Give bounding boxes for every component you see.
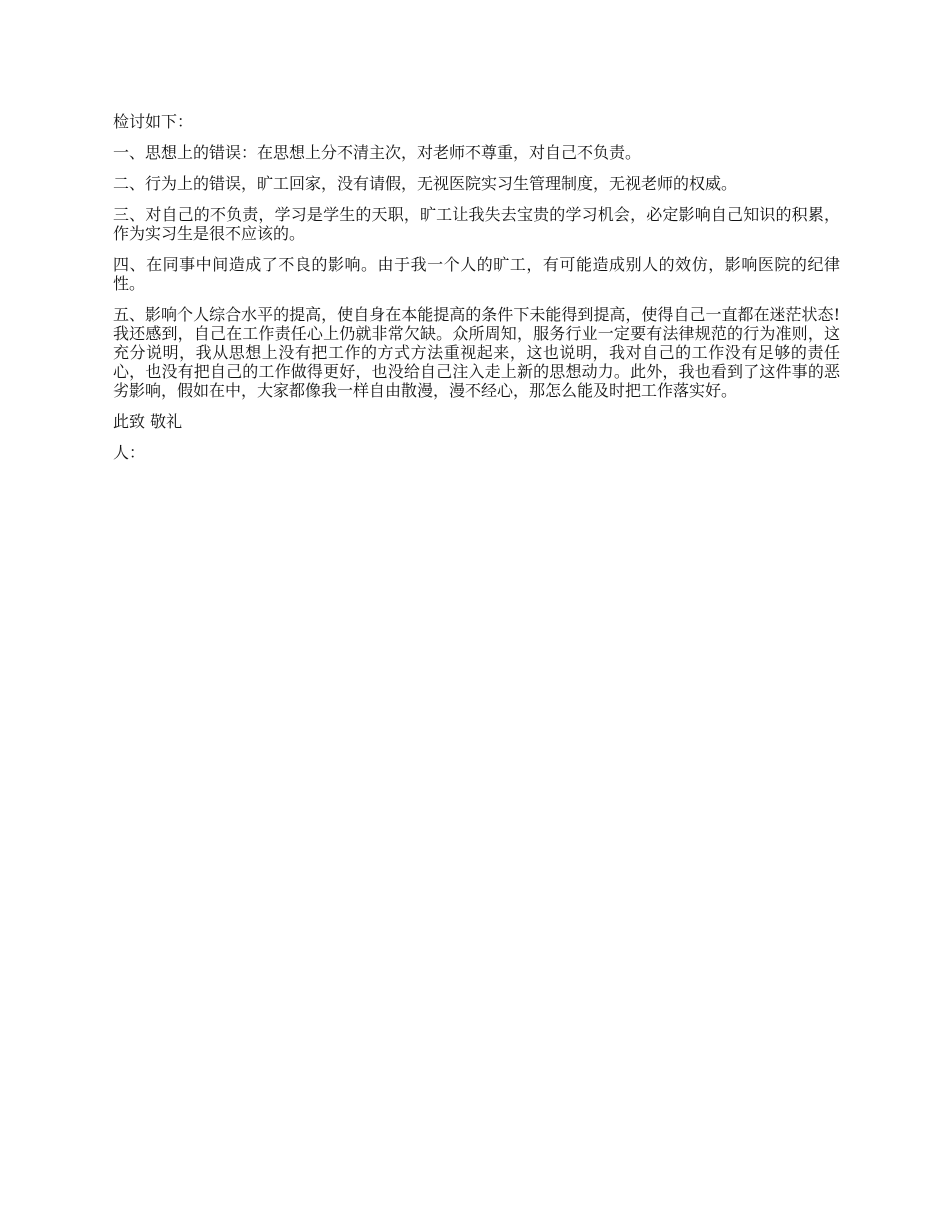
paragraph-point-2: 二、行为上的错误，旷工回家，没有请假，无视医院实习生管理制度，无视老师的权威。 <box>113 174 738 193</box>
paragraph-point-5: 五、影响个人综合水平的提高，使自身在本能提高的条件下未能得到提高，使得自己一直都在迷茫状态!我还感到，自己在工作责任心上仍就非常欠缺。众所周知，服务行业一定要有法律规范的行为准则，这充分说明，我从思想上没有把工作的方式方法重视起来，这也说明，我对自己的工作没有足够的责任心，也没有把自己的工作做得更好，也没给自己注入走上新的思想动力。此外，我也看到了这件事的恶劣影响，假如在中，大家都像我一样自由散漫，漫不经心，那怎么能及时把工作落实好。 <box>113 305 840 400</box>
paragraph-point-1: 一、思想上的错误：在思想上分不清主次，对老师不尊重，对自己不负责。 <box>113 143 642 162</box>
paragraph-point-3: 三、对自己的不负责，学习是学生的天职，旷工让我失去宝贵的学习机会，必定影响自己知识的积累，作为实习生是很不应该的。 <box>113 205 840 243</box>
paragraph-intro: 检讨如下： <box>113 112 194 131</box>
signature-line: 人： <box>113 443 146 462</box>
paragraph-point-4: 四、在同事中间造成了不良的影响。由于我一个人的旷工，有可能造成别人的效仿，影响医院的纪律性。 <box>113 255 840 293</box>
document-page <box>113 112 840 474</box>
closing-salutation: 此致 敬礼 <box>113 412 183 431</box>
